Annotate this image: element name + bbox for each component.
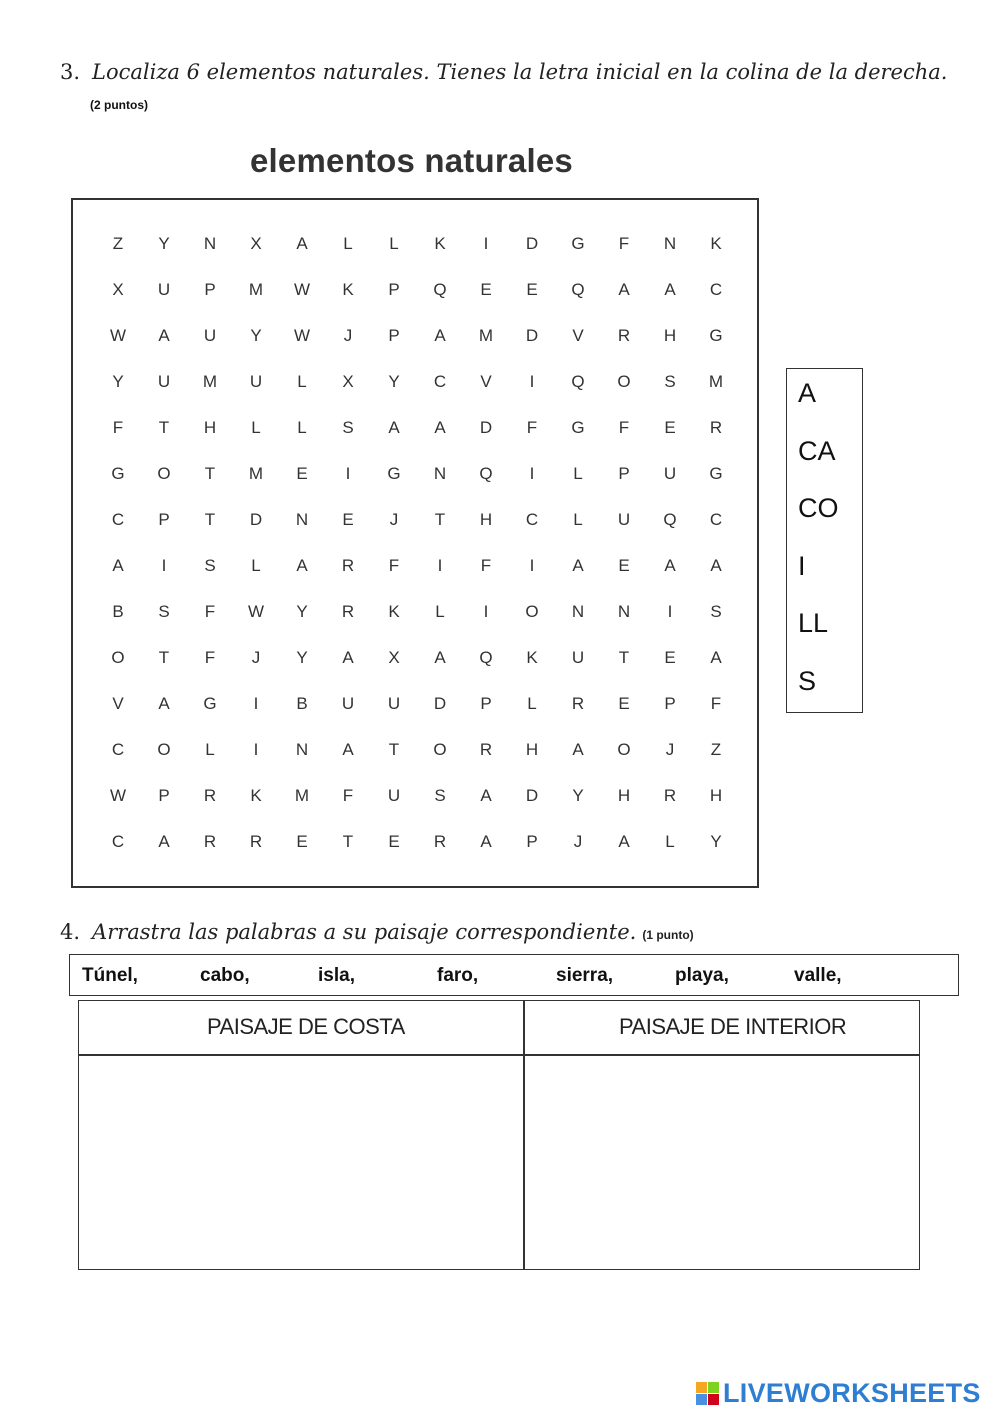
grid-letter[interactable]: T [434, 510, 446, 529]
question-4-title [60, 920, 694, 944]
grid-letter[interactable]: H [525, 740, 539, 759]
grid-letter[interactable]: R [203, 786, 217, 805]
grid-letter[interactable]: Y [112, 372, 124, 391]
logo-mark-icon [696, 1382, 719, 1405]
grid-letter[interactable]: E [618, 556, 630, 575]
grid-letter[interactable]: M [248, 464, 264, 483]
drop-zone-interior[interactable] [525, 1056, 919, 1268]
hint-letter: LL [798, 608, 829, 638]
question-3-title [60, 60, 947, 84]
grid-letter[interactable]: T [342, 832, 354, 851]
column-header-costa: PAISAJE DE COSTA [207, 1014, 405, 1039]
grid-letter[interactable]: A [158, 326, 170, 345]
grid-letter[interactable]: P [664, 694, 676, 713]
logo-square [708, 1394, 719, 1405]
grid-letter[interactable]: A [480, 786, 492, 805]
grid-letter[interactable]: Q [479, 464, 493, 483]
grid-letter[interactable]: R [571, 694, 585, 713]
grid-letter[interactable]: L [205, 740, 215, 759]
grid-letter[interactable]: K [388, 602, 400, 621]
draggable-word[interactable]: sierra, [556, 965, 614, 986]
grid-letter[interactable]: A [664, 280, 676, 299]
grid-letter[interactable]: Y [250, 326, 262, 345]
grid-letter[interactable]: A [296, 234, 308, 253]
grid-letter[interactable]: T [204, 464, 216, 483]
grid-letter[interactable]: J [573, 832, 583, 851]
grid-letter[interactable]: L [435, 602, 445, 621]
grid-letter[interactable]: F [480, 556, 492, 575]
grid-letter[interactable]: E [664, 648, 676, 667]
grid-letter[interactable]: D [525, 326, 539, 345]
grid-letter[interactable]: M [478, 326, 494, 345]
grid-letter[interactable]: U [387, 694, 401, 713]
grid-letter[interactable]: O [433, 740, 447, 759]
grid-letter[interactable]: T [618, 648, 630, 667]
grid-letter[interactable]: G [571, 234, 585, 253]
logo-brand-text: LIVEWORKSHEETS [723, 1378, 981, 1408]
grid-letter[interactable]: K [526, 648, 538, 667]
grid-letter[interactable]: A [480, 832, 492, 851]
grid-letter[interactable]: H [203, 418, 217, 437]
grid-letter[interactable]: R [433, 832, 447, 851]
grid-letter[interactable]: T [388, 740, 400, 759]
grid-letter[interactable]: O [617, 740, 631, 759]
grid-letter[interactable]: U [157, 280, 171, 299]
grid-letter[interactable]: F [204, 602, 216, 621]
grid-letter[interactable]: P [480, 694, 492, 713]
grid-letter[interactable]: A [296, 556, 308, 575]
grid-letter[interactable]: R [709, 418, 723, 437]
wordsearch-title: elementos naturales [250, 142, 573, 179]
grid-letter[interactable]: G [709, 326, 723, 345]
grid-letter[interactable]: C [111, 740, 125, 759]
grid-letter[interactable]: Y [296, 648, 308, 667]
hint-letter: I [798, 550, 806, 581]
question-4-number: 4. [60, 920, 81, 944]
grid-letter[interactable]: N [203, 234, 217, 253]
logo-square [696, 1382, 707, 1393]
grid-letter[interactable]: S [158, 602, 170, 621]
grid-letter[interactable]: I [437, 556, 443, 575]
grid-letter[interactable]: E [342, 510, 354, 529]
grid-letter[interactable]: E [296, 832, 308, 851]
grid-letter[interactable]: X [388, 648, 400, 667]
grid-letter[interactable]: O [111, 648, 125, 667]
grid-letter[interactable]: A [710, 648, 722, 667]
grid-letter[interactable]: P [158, 510, 170, 529]
grid-letter[interactable]: F [618, 418, 630, 437]
grid-letter[interactable]: U [617, 510, 631, 529]
hint-list [798, 378, 839, 723]
grid-letter[interactable]: A [388, 418, 400, 437]
grid-letter[interactable]: R [663, 786, 677, 805]
grid-letter[interactable]: F [204, 648, 216, 667]
grid-letter[interactable]: N [617, 602, 631, 621]
grid-letter[interactable]: A [434, 418, 446, 437]
grid-letter[interactable]: Y [710, 832, 722, 851]
grid-letter[interactable]: A [342, 648, 354, 667]
grid-letter[interactable]: R [249, 832, 263, 851]
grid-letter[interactable]: G [387, 464, 401, 483]
grid-letter[interactable]: I [529, 556, 535, 575]
grid-letter[interactable]: N [295, 740, 309, 759]
grid-letter[interactable]: F [526, 418, 538, 437]
grid-letter[interactable]: E [664, 418, 676, 437]
grid-letter[interactable]: M [294, 786, 310, 805]
grid-letter[interactable]: A [710, 556, 722, 575]
logo-square [708, 1382, 719, 1393]
grid-letter[interactable]: F [112, 418, 124, 437]
grid-letter[interactable]: A [112, 556, 124, 575]
grid-letter[interactable]: G [709, 464, 723, 483]
grid-letter[interactable]: L [573, 464, 583, 483]
grid-letter[interactable]: Q [479, 648, 493, 667]
column-header-interior: PAISAJE DE INTERIOR [619, 1014, 847, 1039]
grid-letter[interactable]: L [251, 418, 261, 437]
grid-letter[interactable]: R [479, 740, 493, 759]
grid-letter[interactable]: D [525, 786, 539, 805]
grid-letter[interactable]: L [389, 234, 399, 253]
grid-letter[interactable]: O [525, 602, 539, 621]
grid-letter[interactable]: I [483, 602, 489, 621]
grid-letter[interactable]: K [250, 786, 262, 805]
grid-letter[interactable]: I [253, 694, 259, 713]
grid-letter[interactable]: C [709, 510, 723, 529]
grid-letter[interactable]: J [665, 740, 675, 759]
landscape-table [78, 1000, 920, 1270]
grid-letter[interactable]: K [342, 280, 354, 299]
grid-letter[interactable]: E [618, 694, 630, 713]
grid-letter[interactable]: F [342, 786, 354, 805]
liveworksheets-logo [696, 1378, 981, 1409]
grid-letter[interactable]: D [249, 510, 263, 529]
hint-letter: CA [798, 435, 836, 466]
grid-letter[interactable]: F [710, 694, 722, 713]
grid-letter[interactable]: V [572, 326, 584, 345]
grid-letter[interactable]: O [157, 740, 171, 759]
grid-letter[interactable]: L [251, 556, 261, 575]
grid-letter[interactable]: I [345, 464, 351, 483]
grid-letter[interactable]: G [571, 418, 585, 437]
grid-letter[interactable]: R [341, 602, 355, 621]
question-4-points: (1 punto) [642, 928, 694, 942]
grid-letter[interactable]: T [158, 418, 170, 437]
grid-letter[interactable]: B [296, 694, 308, 713]
grid-letter[interactable]: S [204, 556, 216, 575]
grid-letter[interactable]: Z [112, 234, 124, 253]
grid-letter[interactable]: D [479, 418, 493, 437]
question-3-points: (2 puntos) [90, 98, 148, 112]
grid-letter[interactable]: A [158, 832, 170, 851]
grid-letter[interactable]: F [388, 556, 400, 575]
grid-letter[interactable]: M [202, 372, 218, 391]
grid-letter[interactable]: S [710, 602, 722, 621]
grid-letter[interactable]: A [618, 280, 630, 299]
grid-letter[interactable]: U [663, 464, 677, 483]
draggable-word[interactable]: cabo, [200, 965, 250, 986]
grid-letter[interactable]: A [158, 694, 170, 713]
grid-letter[interactable]: P [388, 326, 400, 345]
grid-letter[interactable]: A [664, 556, 676, 575]
grid-letter[interactable]: F [618, 234, 630, 253]
grid-letter[interactable]: Q [571, 372, 585, 391]
grid-letter[interactable]: H [663, 326, 677, 345]
hint-letter: A [798, 378, 817, 408]
grid-letter[interactable]: Q [433, 280, 447, 299]
grid-letter[interactable]: G [111, 464, 125, 483]
grid-letter[interactable]: W [293, 326, 311, 345]
grid-letter[interactable]: T [158, 648, 170, 667]
grid-letter[interactable]: A [572, 740, 584, 759]
grid-letter[interactable]: Q [571, 280, 585, 299]
grid-letter[interactable]: C [433, 372, 447, 391]
grid-letter[interactable]: D [433, 694, 447, 713]
question-4-text: Arrastra las palabras a su paisaje correspondiente. [92, 920, 637, 944]
grid-letter[interactable]: S [664, 372, 676, 391]
draggable-word[interactable]: faro, [437, 965, 479, 986]
grid-letter[interactable]: A [342, 740, 354, 759]
grid-letter[interactable]: P [526, 832, 538, 851]
grid-letter[interactable]: E [296, 464, 308, 483]
grid-letter[interactable]: P [618, 464, 630, 483]
grid-letter[interactable]: P [204, 280, 216, 299]
grid-letter[interactable]: O [617, 372, 631, 391]
grid-letter[interactable]: R [617, 326, 631, 345]
grid-letter[interactable]: X [250, 234, 262, 253]
grid-letter[interactable]: Z [710, 740, 722, 759]
grid-letter[interactable]: S [342, 418, 354, 437]
grid-letter[interactable]: X [342, 372, 354, 391]
grid-letter[interactable]: Y [572, 786, 584, 805]
grid-letter[interactable]: W [109, 786, 127, 805]
grid-letter[interactable]: M [708, 372, 724, 391]
grid-letter[interactable]: L [297, 418, 307, 437]
grid-letter[interactable]: V [112, 694, 124, 713]
grid-letter[interactable]: J [251, 648, 261, 667]
grid-letter[interactable]: N [433, 464, 447, 483]
grid-letter[interactable]: R [203, 832, 217, 851]
grid-letter[interactable]: I [529, 464, 535, 483]
grid-letter[interactable]: K [434, 234, 446, 253]
grid-letter[interactable]: A [618, 832, 630, 851]
grid-letter[interactable]: X [112, 280, 124, 299]
grid-letter[interactable]: E [480, 280, 492, 299]
grid-letter[interactable]: P [158, 786, 170, 805]
grid-letter[interactable]: J [343, 326, 353, 345]
grid-letter[interactable]: L [573, 510, 583, 529]
grid-letter[interactable]: C [709, 280, 723, 299]
grid-letter[interactable]: P [388, 280, 400, 299]
grid-letter[interactable]: M [248, 280, 264, 299]
grid-letter[interactable]: L [665, 832, 675, 851]
grid-letter[interactable]: E [526, 280, 538, 299]
grid-letter[interactable]: Y [296, 602, 308, 621]
grid-letter[interactable]: U [203, 326, 217, 345]
grid-letter[interactable]: I [253, 740, 259, 759]
grid-letter[interactable]: N [663, 234, 677, 253]
grid-letter[interactable]: W [109, 326, 127, 345]
grid-letter[interactable]: J [389, 510, 399, 529]
question-3-text: Localiza 6 elementos naturales. Tienes la letra inicial en la colina de la derecha. [92, 60, 948, 84]
grid-letter[interactable]: N [571, 602, 585, 621]
grid-letter[interactable]: S [434, 786, 446, 805]
grid-letter[interactable]: A [434, 648, 446, 667]
grid-letter[interactable]: I [483, 234, 489, 253]
grid-letter[interactable]: K [710, 234, 722, 253]
hint-letter: CO [798, 493, 839, 523]
question-3-number: 3. [60, 60, 81, 84]
grid-letter[interactable]: U [157, 372, 171, 391]
grid-letter[interactable]: L [527, 694, 537, 713]
grid-letter[interactable]: N [295, 510, 309, 529]
grid-letter[interactable]: H [709, 786, 723, 805]
grid-letter[interactable]: V [480, 372, 492, 391]
grid-letter[interactable]: H [479, 510, 493, 529]
grid-letter[interactable]: W [247, 602, 265, 621]
grid-letter[interactable]: Y [388, 372, 400, 391]
grid-letter[interactable]: E [388, 832, 400, 851]
grid-letter[interactable]: T [204, 510, 216, 529]
grid-letter[interactable]: U [387, 786, 401, 805]
hint-letter: S [798, 665, 817, 696]
grid-letter[interactable]: I [529, 372, 535, 391]
grid-letter[interactable]: G [203, 694, 217, 713]
grid-letter[interactable]: B [112, 602, 124, 621]
grid-letter[interactable]: O [157, 464, 171, 483]
grid-letter[interactable]: A [572, 556, 584, 575]
grid-letter[interactable]: L [297, 372, 307, 391]
grid-letter[interactable]: C [111, 510, 125, 529]
wordsearch-grid[interactable] [95, 222, 739, 866]
grid-letter[interactable]: H [617, 786, 631, 805]
grid-letter[interactable]: A [434, 326, 446, 345]
grid-letter[interactable]: C [525, 510, 539, 529]
draggable-word[interactable]: valle, [794, 965, 842, 986]
drop-zone-costa[interactable] [79, 1056, 523, 1268]
grid-letter[interactable]: C [111, 832, 125, 851]
grid-letter[interactable]: D [525, 234, 539, 253]
grid-letter[interactable]: R [341, 556, 355, 575]
grid-letter[interactable]: L [343, 234, 353, 253]
grid-letter[interactable]: I [161, 556, 167, 575]
draggable-word[interactable]: playa, [675, 965, 729, 986]
grid-letter[interactable]: Y [158, 234, 170, 253]
draggable-word[interactable]: Túnel, [82, 965, 138, 986]
logo-square [696, 1394, 707, 1405]
grid-letter[interactable]: Q [663, 510, 677, 529]
grid-letter[interactable]: I [667, 602, 673, 621]
draggable-word[interactable]: isla, [318, 965, 355, 986]
grid-letter[interactable]: W [293, 280, 311, 299]
grid-letter[interactable]: U [249, 372, 263, 391]
grid-letter[interactable]: U [571, 648, 585, 667]
grid-letter[interactable]: U [341, 694, 355, 713]
